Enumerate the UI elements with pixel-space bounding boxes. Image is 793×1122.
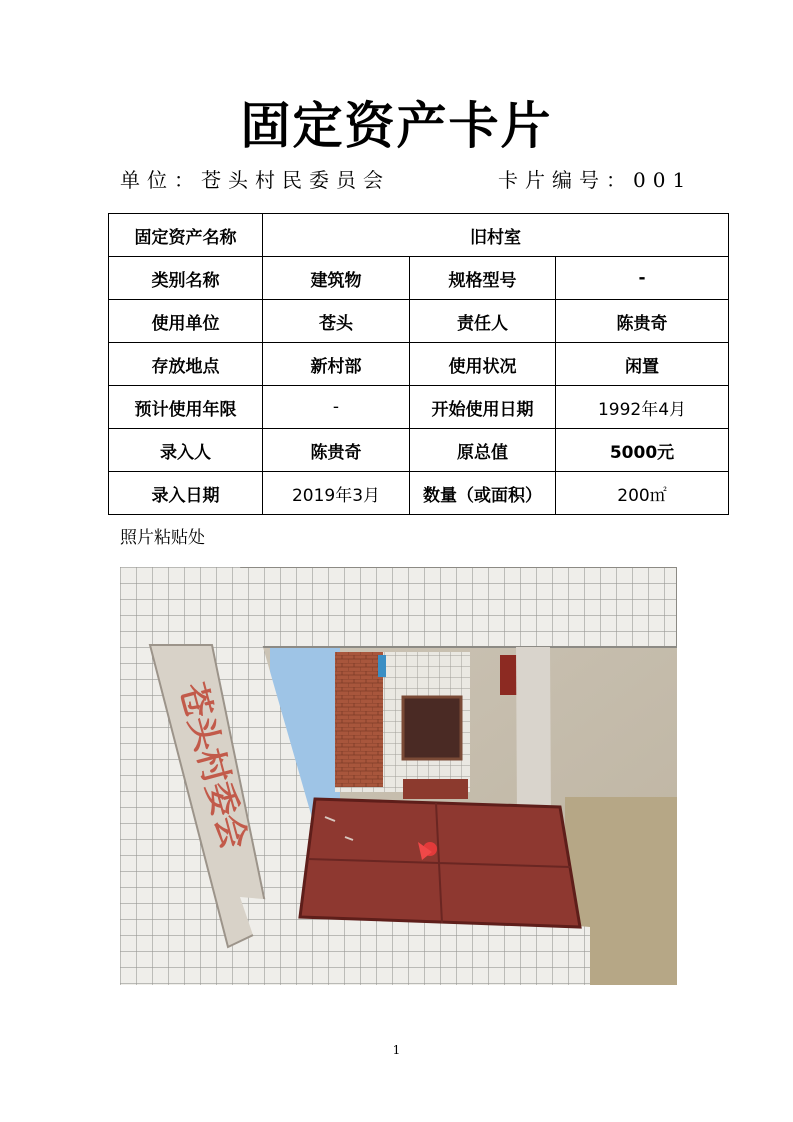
sign-text: 苍头村委会 — [171, 678, 254, 854]
table-cell: 规格型号 — [410, 257, 556, 300]
table-row — [109, 300, 729, 343]
table-row — [109, 429, 729, 472]
table-cell: 200㎡ — [556, 472, 729, 515]
table-cell: 开始使用日期 — [410, 386, 556, 429]
table-row — [109, 214, 729, 257]
asset-table — [108, 213, 729, 515]
table-cell: 旧村室 — [263, 214, 729, 257]
table-cell: 5000元 — [556, 429, 729, 472]
table-cell: 2019年3月 — [263, 472, 410, 515]
unit-label: 单位：苍头村民委员会 — [120, 168, 390, 192]
table-cell: 1992年4月 — [556, 386, 729, 429]
table-row — [109, 257, 729, 300]
table-cell: 数量（或面积） — [410, 472, 556, 515]
table-cell: 类别名称 — [109, 257, 263, 300]
table-cell: - — [263, 386, 410, 429]
table-row — [109, 472, 729, 515]
table-cell: 预计使用年限 — [109, 386, 263, 429]
card-number: 卡片编号：001 — [498, 168, 693, 192]
table-cell: 责任人 — [410, 300, 556, 343]
table-cell: 建筑物 — [263, 257, 410, 300]
table-cell: 使用状况 — [410, 343, 556, 386]
table-row — [109, 386, 729, 429]
table-row — [109, 343, 729, 386]
page-title: 固定资产卡片 — [240, 97, 553, 155]
table-cell: 陈贵奇 — [263, 429, 410, 472]
table-cell: 使用单位 — [109, 300, 263, 343]
table-cell: 闲置 — [556, 343, 729, 386]
table-cell: 苍头 — [263, 300, 410, 343]
photo-label: 照片粘贴处 — [120, 528, 205, 548]
table-cell: 原总值 — [410, 429, 556, 472]
asset-photo — [120, 567, 677, 985]
table-cell: 陈贵奇 — [556, 300, 729, 343]
table-cell: 录入人 — [109, 429, 263, 472]
table-cell: - — [556, 257, 729, 300]
page-number: 1 — [392, 1043, 401, 1057]
table-cell: 固定资产名称 — [109, 214, 263, 257]
table-cell: 新村部 — [263, 343, 410, 386]
table-cell: 存放地点 — [109, 343, 263, 386]
table-cell: 录入日期 — [109, 472, 263, 515]
